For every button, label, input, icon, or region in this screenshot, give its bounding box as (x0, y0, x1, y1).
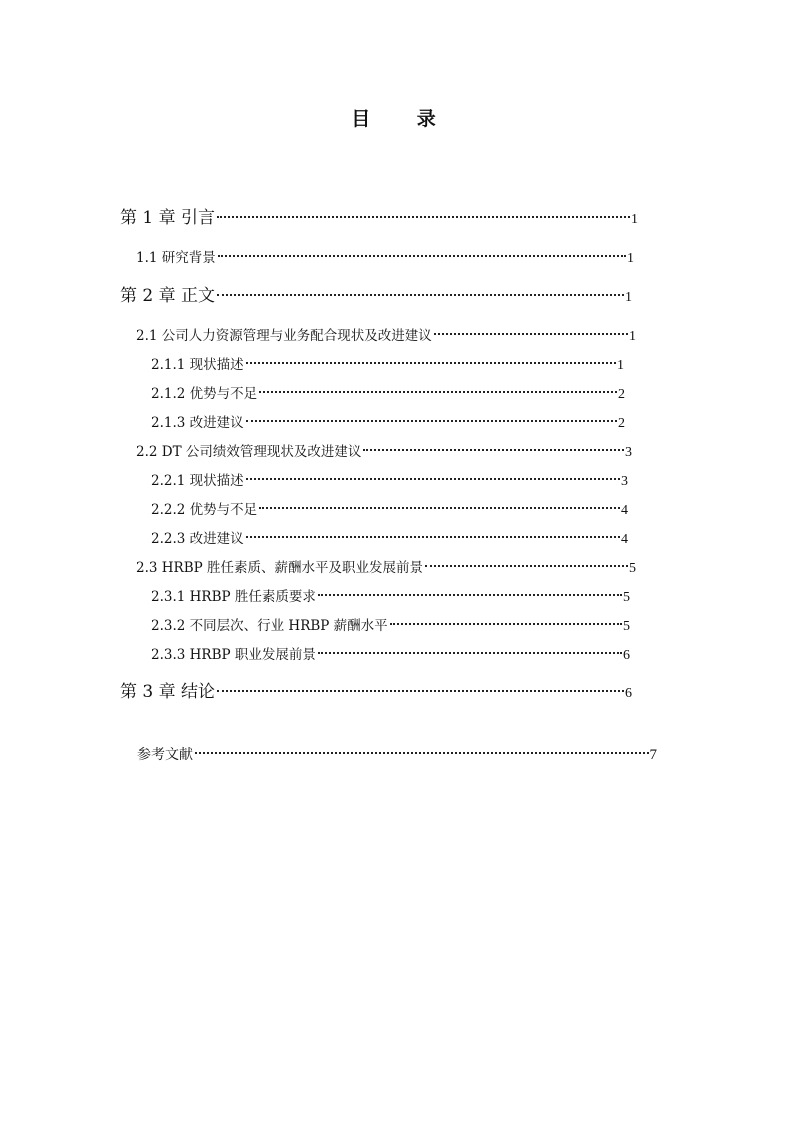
toc-entry-label: 2.2.1 现状描述 (151, 473, 244, 489)
toc-entry-label: 参考文献 (137, 747, 193, 763)
dot-leader (363, 434, 624, 456)
dot-leader (318, 637, 622, 659)
toc-page-number: 6 (625, 686, 632, 701)
dot-leader (246, 347, 616, 369)
toc-page-number: 1 (617, 358, 624, 373)
dot-leader (246, 463, 620, 485)
toc-page-number: 5 (629, 561, 636, 576)
toc-entry-2-3-2[interactable] (151, 608, 630, 634)
toc-page-number: 1 (629, 329, 636, 344)
toc-entry-2-1-1[interactable] (151, 347, 624, 373)
dot-leader (434, 318, 628, 340)
toc-title: 目 录 (351, 108, 456, 130)
toc-entry-label: 2.2 DT 公司绩效管理现状及改进建议 (136, 444, 362, 460)
toc-entry-2-3-1[interactable] (151, 579, 630, 605)
toc-entry-label: 第 2 章 正文 (120, 286, 216, 306)
toc-entry-2-1[interactable] (136, 318, 636, 344)
dot-leader (425, 550, 628, 572)
toc-entry-label: 2.1.2 优势与不足 (151, 386, 258, 402)
toc-entry-2-1-3[interactable] (151, 405, 625, 431)
toc-entry-2-2-1[interactable] (151, 463, 628, 489)
toc-page-number: 7 (649, 747, 657, 763)
toc-entry-label: 1.1 研究背景 (136, 250, 216, 266)
toc-entry-references[interactable] (137, 737, 657, 763)
dot-leader (259, 492, 620, 514)
dot-leader (218, 240, 626, 262)
dot-leader (259, 376, 617, 398)
toc-page-number: 1 (627, 251, 634, 266)
toc-entry-2-1-2[interactable] (151, 376, 625, 402)
toc-entry-label: 2.2.3 改进建议 (151, 531, 244, 547)
toc-page-number: 3 (625, 445, 632, 460)
dot-leader (246, 521, 620, 543)
toc-entry-chapter-3[interactable] (120, 675, 632, 702)
toc-page-number: 1 (631, 212, 638, 227)
dot-leader (195, 737, 649, 759)
toc-entry-chapter-1[interactable] (120, 201, 638, 228)
toc-entry-2-3[interactable] (136, 550, 636, 576)
toc-page-number: 5 (623, 619, 630, 634)
toc-entry-label: 第 1 章 引言 (120, 208, 216, 228)
toc-page-number: 4 (621, 532, 628, 547)
toc-entry-2-2-3[interactable] (151, 521, 628, 547)
toc-page-number: 1 (625, 290, 632, 305)
toc-entry-chapter-2[interactable] (120, 279, 632, 306)
toc-entry-2-2[interactable] (136, 434, 632, 460)
toc-entry-2-2-2[interactable] (151, 492, 628, 518)
dot-leader (390, 608, 622, 630)
dot-leader (217, 675, 624, 697)
dot-leader (246, 405, 617, 427)
toc-entry-label: 第 3 章 结论 (120, 682, 216, 702)
toc-entry-2-3-3[interactable] (151, 637, 630, 663)
dot-leader (217, 279, 624, 301)
toc-entry-label: 2.3.2 不同层次、行业 HRBP 薪酬水平 (151, 618, 388, 634)
toc-page-number: 5 (623, 590, 630, 605)
toc-entry-label: 2.1 公司人力资源管理与业务配合现状及改进建议 (136, 328, 432, 344)
dot-leader (318, 579, 622, 601)
toc-page-number: 6 (623, 648, 630, 663)
toc-entry-label: 2.3.1 HRBP 胜任素质要求 (151, 589, 316, 605)
toc-page-number: 3 (621, 474, 628, 489)
toc-page-number: 2 (618, 416, 625, 431)
toc-page-number: 2 (618, 387, 625, 402)
toc-entry-1-1[interactable] (136, 240, 634, 266)
toc-page-number: 4 (621, 503, 628, 518)
dot-leader (217, 201, 630, 223)
toc-entry-label: 2.1.1 现状描述 (151, 357, 244, 373)
toc-entry-label: 2.3 HRBP 胜任素质、薪酬水平及职业发展前景 (136, 560, 423, 576)
toc-entry-label: 2.3.3 HRBP 职业发展前景 (151, 647, 316, 663)
toc-entry-label: 2.1.3 改进建议 (151, 415, 244, 431)
toc-entry-label: 2.2.2 优势与不足 (151, 502, 258, 518)
